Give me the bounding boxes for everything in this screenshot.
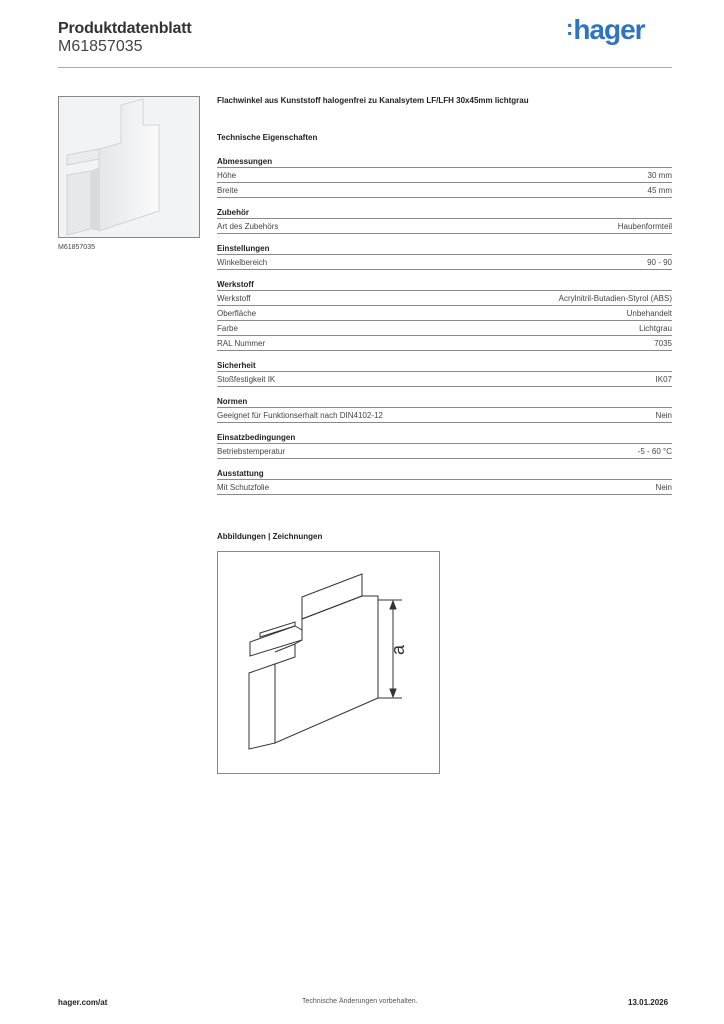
spec-key: Mit Schutzfolie: [217, 482, 270, 492]
spec-key: Winkelbereich: [217, 257, 268, 267]
spec-groups: [217, 156, 672, 495]
spec-group: [217, 432, 672, 459]
technical-drawing: [217, 551, 440, 774]
spec-row: [217, 305, 672, 320]
spec-group-title: Ausstattung: [217, 469, 264, 478]
spec-row: [217, 320, 672, 335]
logo-text: hager: [573, 14, 645, 45]
product-photo: [58, 96, 200, 238]
spec-key: RAL Nummer: [217, 338, 266, 348]
spec-group: [217, 468, 672, 495]
spec-key: Breite: [217, 185, 238, 195]
footer-date: 13.01.2026: [628, 998, 669, 1007]
spec-rows: [217, 479, 672, 495]
spec-value: -5 - 60 °C: [637, 446, 672, 456]
spec-row: [217, 443, 672, 459]
spec-row: [217, 335, 672, 351]
spec-row: [217, 218, 672, 234]
spec-group-title: Einstellungen: [217, 244, 270, 253]
dimension-label: a: [388, 644, 408, 656]
spec-group: [217, 279, 672, 351]
spec-value: Acrylnitril-Butadien-Styrol (ABS): [558, 293, 672, 303]
spec-value: 30 mm: [647, 170, 672, 180]
spec-group-title: Zubehör: [217, 208, 249, 217]
spec-rows: [217, 371, 672, 387]
spec-row: [217, 167, 672, 182]
spec-row: [217, 371, 672, 387]
spec-key: Art des Zubehörs: [217, 221, 279, 231]
product-code: M61857035: [58, 38, 143, 55]
spec-rows: [217, 167, 672, 198]
spec-key: Oberfläche: [217, 308, 257, 318]
spec-group: [217, 396, 672, 423]
spec-rows: [217, 254, 672, 270]
spec-row: [217, 479, 672, 495]
technical-drawing-image: [218, 552, 439, 773]
header-divider: [58, 67, 672, 68]
hager-logo: :hager: [566, 14, 645, 45]
spec-value: 45 mm: [647, 185, 672, 195]
spec-rows: [217, 443, 672, 459]
properties-title: Technische Eigenschaften: [217, 133, 318, 142]
photo-caption: M61857035: [58, 244, 95, 251]
spec-value: Nein: [655, 482, 672, 492]
drawings-title: Abbildungen | Zeichnungen: [217, 532, 323, 541]
spec-value: Haubenformteil: [617, 221, 672, 231]
spec-group-title: Werkstoff: [217, 280, 254, 289]
spec-row: [217, 254, 672, 270]
spec-value: 90 - 90: [647, 257, 672, 267]
spec-key: Betriebstemperatur: [217, 446, 286, 456]
spec-group: [217, 207, 672, 234]
spec-value: Lichtgrau: [639, 323, 672, 333]
spec-key: Höhe: [217, 170, 237, 180]
footer-website: hager.com/at: [58, 998, 108, 1007]
spec-value: Nein: [655, 410, 672, 420]
spec-group-title: Einsatzbedingungen: [217, 433, 296, 442]
product-photo-image: [59, 97, 199, 237]
spec-key: Geeignet für Funktionserhalt nach DIN4102-12: [217, 410, 383, 420]
spec-rows: [217, 407, 672, 423]
spec-group: [217, 156, 672, 198]
spec-key: Stoßfestigkeit IK: [217, 374, 276, 384]
spec-value: Unbehandelt: [626, 308, 672, 318]
spec-rows: [217, 218, 672, 234]
spec-group-title: Sicherheit: [217, 361, 256, 370]
spec-content: [217, 96, 672, 504]
spec-key: Farbe: [217, 323, 238, 333]
spec-row: [217, 182, 672, 198]
spec-row: [217, 407, 672, 423]
spec-group: [217, 243, 672, 270]
footer-disclaimer: Technische Änderungen vorbehalten.: [302, 998, 418, 1005]
spec-group: [217, 360, 672, 387]
spec-group-title: Normen: [217, 397, 248, 406]
spec-group-title: Abmessungen: [217, 157, 273, 166]
spec-key: Werkstoff: [217, 293, 251, 303]
product-title: Flachwinkel aus Kunststoff halogenfrei zu Kanalsytem LF/LFH 30x45mm lichtgrau: [217, 96, 529, 105]
spec-rows: [217, 290, 672, 351]
spec-row: [217, 290, 672, 305]
spec-value: IK07: [655, 374, 672, 384]
page-title: Produktdatenblatt: [58, 20, 192, 37]
spec-value: 7035: [654, 338, 672, 348]
